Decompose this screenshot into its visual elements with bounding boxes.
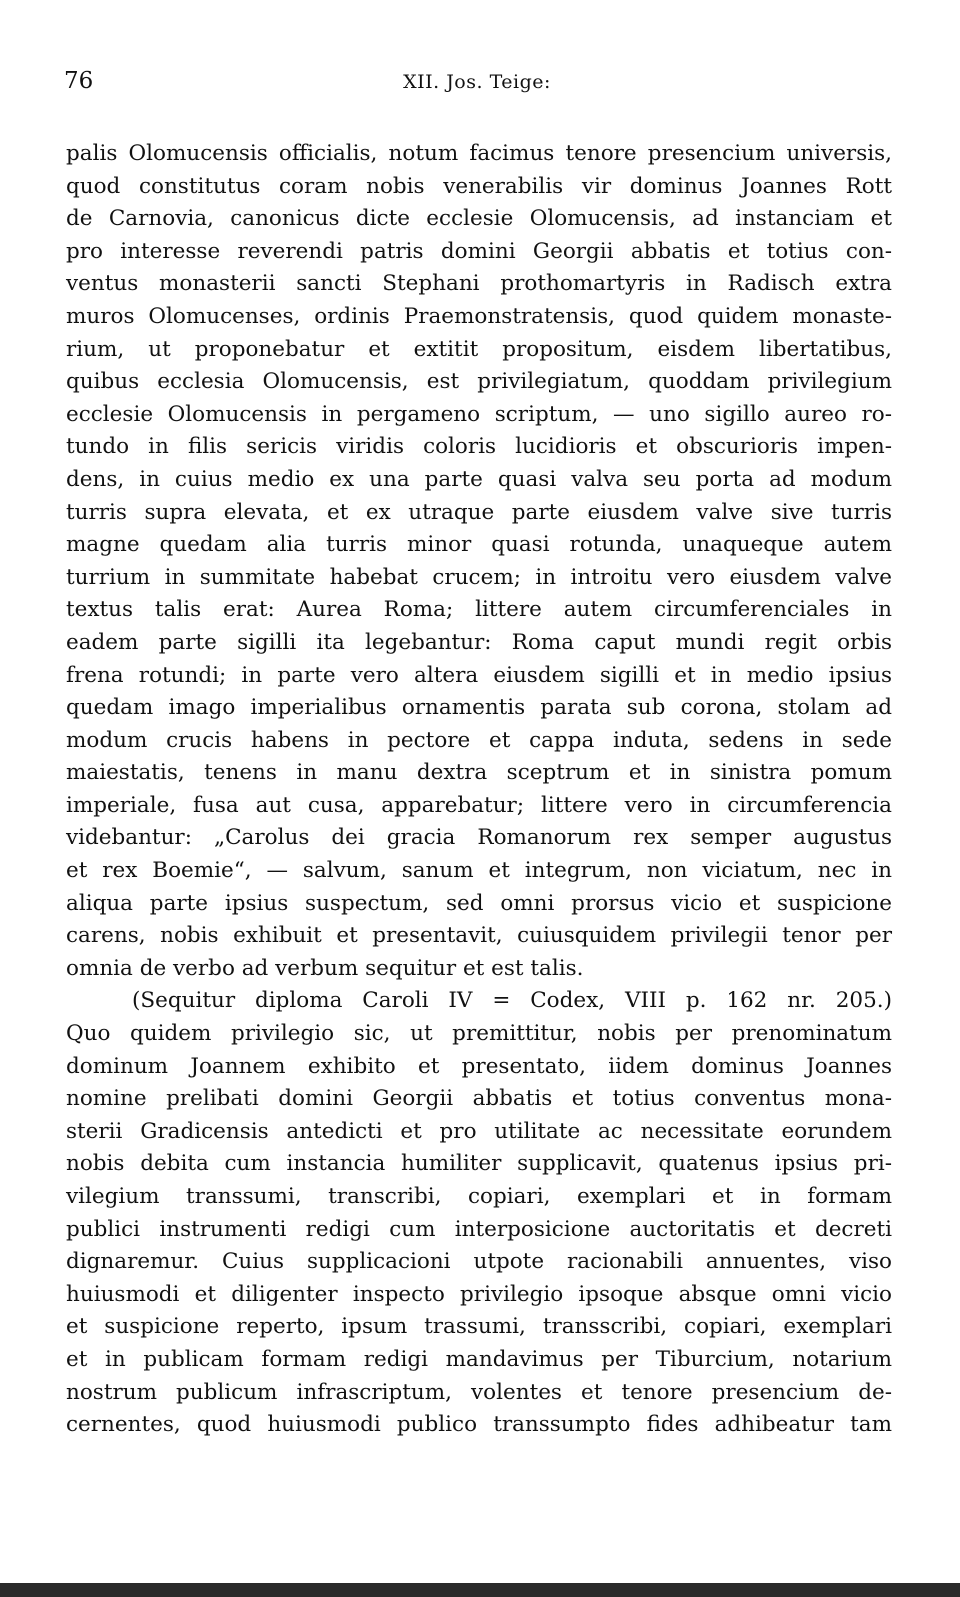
text-line: rium, ut proponebatur et extitit propositum, eisdem libertatibus, [66, 336, 892, 362]
page-header [64, 68, 890, 100]
text-line: nomine prelibati domini Georgii abbatis et totius conventus mona- [66, 1086, 892, 1112]
text-line: dominum Joannem exhibito et presentato, iidem dominus Joannes [66, 1053, 892, 1079]
page-number: 76 [64, 68, 94, 94]
text-line: aliqua parte ipsius suspectum, sed omni prorsus vicio et suspicione [66, 890, 892, 916]
text-line: cernentes, quod huiusmodi publico transsumpto fides adhibeatur tam [66, 1412, 892, 1438]
text-line: de Carnovia, canonicus dicte ecclesie Olomucensis, ad instanciam et [66, 206, 892, 232]
text-line: (Sequitur diploma Caroli IV = Codex, VIII p. 162 nr. 205.) [132, 988, 892, 1014]
text-line: palis Olomucensis officialis, notum facimus tenore presencium universis, [66, 141, 892, 166]
text-line: quod constitutus coram nobis venerabilis vir dominus Joannes Rott [66, 173, 892, 199]
text-line: muros Olomucenses, ordinis Praemonstratensis, quod quidem monaste- [66, 303, 892, 329]
text-line: huiusmodi et diligenter inspecto privilegio ipsoque absque omni vicio [66, 1281, 892, 1307]
text-line: pro interesse reverendi patris domini Georgii abbatis et totius con- [66, 238, 892, 264]
text-line: dignaremur. Cuius supplicacioni utpote racionabili annuentes, viso [66, 1249, 892, 1275]
text-line: omnia de verbo ad verbum sequitur et est talis. [66, 955, 584, 981]
text-line: frena rotundi; in parte vero altera eiusdem sigilli et in medio ipsius [66, 662, 892, 688]
text-line: quedam imago imperialibus ornamentis parata sub corona, stolam ad [66, 695, 892, 721]
text-line: publici instrumenti redigi cum interposicione auctoritatis et decreti [66, 1216, 892, 1242]
text-line: magne quedam alia turris minor quasi rotunda, unaqueque autem [66, 532, 892, 558]
text-line: modum crucis habens in pectore et cappa induta, sedens in sede [66, 727, 892, 753]
text-line: Quo quidem privilegio sic, ut premittitur, nobis per prenominatum [66, 1021, 892, 1047]
text-line: nobis debita cum instancia humiliter supplicavit, quatenus ipsius pri- [66, 1151, 892, 1177]
text-line: maiestatis, tenens in manu dextra sceptrum et in sinistra pomum [66, 760, 892, 786]
text-line: turrium in summitate habebat crucem; in introitu vero eiusdem valve [66, 564, 892, 590]
text-line: tundo in filis sericis viridis coloris lucidioris et obscurioris impen- [66, 434, 892, 460]
text-line: textus talis erat: Aurea Roma; littere autem circumferenciales in [66, 597, 892, 623]
running-head: XII. Jos. Teige: [403, 71, 551, 93]
text-line: ventus monasterii sancti Stephani prothomartyris in Radisch extra [66, 271, 892, 297]
text-line: dens, in cuius medio ex una parte quasi valva seu porta ad modum [66, 466, 892, 492]
scan-bottom-edge [0, 1583, 960, 1597]
text-line: nostrum publicum infrascriptum, volentes et tenore presencium de- [66, 1379, 892, 1405]
text-line: sterii Gradicensis antedicti et pro utilitate ac necessitate eorundem [66, 1118, 892, 1144]
text-line: quibus ecclesia Olomucensis, est privilegiatum, quoddam privilegium [66, 369, 892, 395]
text-line: vilegium transsumi, transcribi, copiari, exemplari et in formam [66, 1184, 892, 1209]
text-line: carens, nobis exhibuit et presentavit, cuiusquidem privilegii tenor per [66, 923, 892, 949]
text-line: ecclesie Olomucensis in pergameno scriptum, — uno sigillo aureo ro- [66, 401, 892, 427]
text-line: et in publicam formam redigi mandavimus per Tiburcium, notarium [66, 1346, 892, 1372]
body-text [66, 138, 892, 1442]
text-line: imperiale, fusa aut cusa, apparebatur; littere vero in circumferencia [66, 792, 892, 818]
text-line: et suspicione reperto, ipsum trassumi, transscribi, copiari, exemplari [66, 1314, 892, 1340]
text-line: turris supra elevata, et ex utraque parte eiusdem valve sive turris [66, 499, 892, 525]
text-line: et rex Boemie“, — salvum, sanum et integrum, non viciatum, nec in [66, 858, 892, 884]
text-line: eadem parte sigilli ita legebantur: Roma caput mundi regit orbis [66, 629, 892, 655]
text-line: videbantur: „Carolus dei gracia Romanorum rex semper augustus [66, 825, 892, 851]
